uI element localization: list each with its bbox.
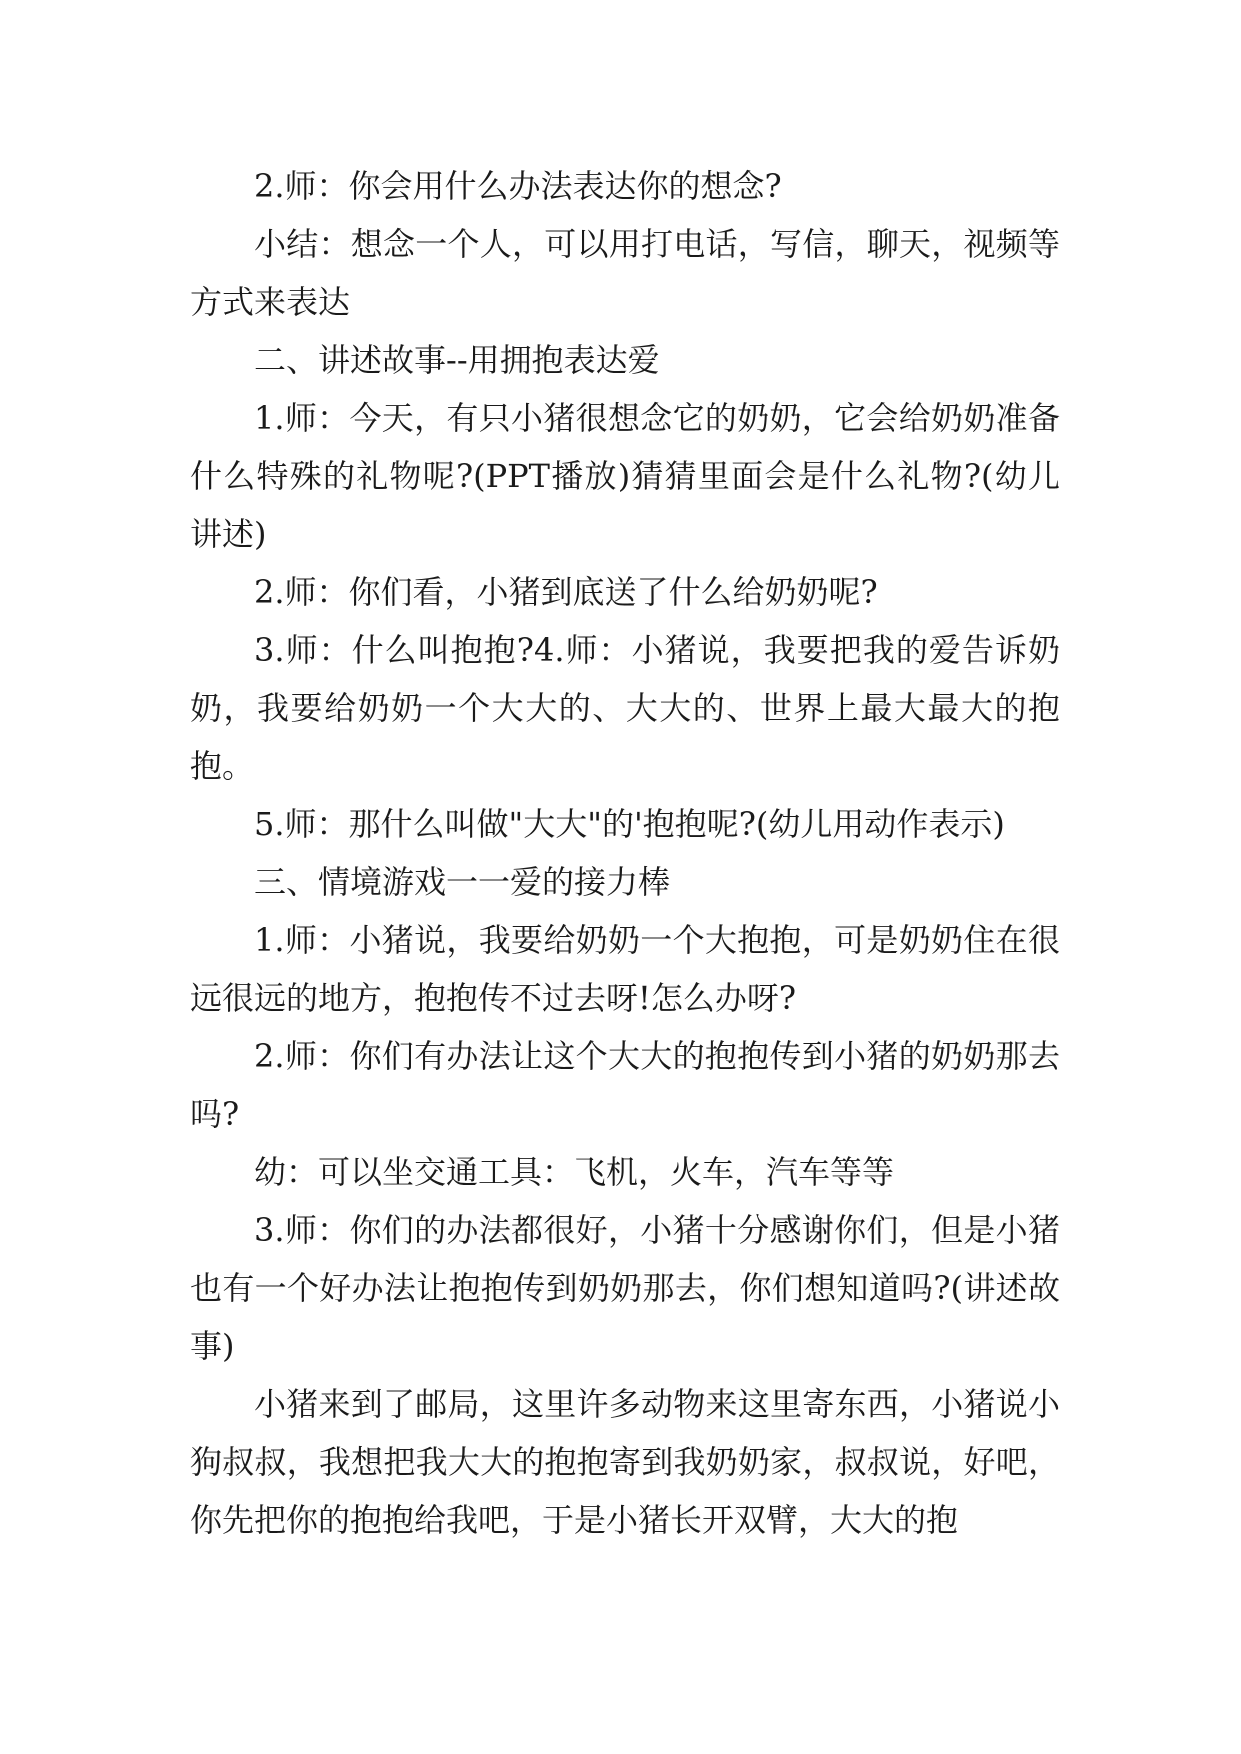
paragraph-story-5: 5.师：那什么叫做"大大"的'抱抱呢?(幼儿用动作表示) [254, 805, 1005, 843]
paragraph-story-2: 2.师：你们看，小猪到底送了什么给奶奶呢? [254, 573, 878, 611]
paragraph-summary: 小结：想念一个人，可以用打电话，写信，聊天，视频等方式来表达 [190, 225, 1060, 321]
paragraph-story-1: 1.师：今天，有只小猪很想念它的奶奶，它会给奶奶准备什么特殊的礼物呢?(PPT播放)猜猜里面会是什么礼物?(幼儿讲述) [190, 399, 1060, 553]
paragraph-story-narrative: 小猪来到了邮局，这里许多动物来这里寄东西，小猪说小狗叔叔，我想把我大大的抱抱寄到我奶奶家，叔叔说，好吧，你先把你的抱抱给我吧，于是小猪长开双臂，大大的抱 [190, 1385, 1060, 1539]
paragraph-story-3-4: 3.师：什么叫抱抱?4.师：小猪说，我要把我的爱告诉奶奶，我要给奶奶一个大大的、大大的、世界上最大最大的抱抱。 [190, 631, 1060, 785]
section-heading-story: 二、讲述故事--用拥抱表达爱 [254, 341, 660, 379]
paragraph-question-2: 2.师：你会用什么办法表达你的想念? [254, 167, 782, 205]
paragraph-child-answer: 幼：可以坐交通工具：飞机，火车，汽车等等 [254, 1153, 895, 1191]
paragraph-game-2: 2.师：你们有办法让这个大大的抱抱传到小猪的奶奶那去吗? [190, 1037, 1060, 1133]
paragraph-game-1: 1.师：小猪说，我要给奶奶一个大抱抱，可是奶奶住在很远很远的地方，抱抱传不过去呀!怎么办呀? [190, 921, 1060, 1017]
section-heading-game: 三、情境游戏一一爱的接力棒 [254, 863, 671, 901]
paragraph-game-3: 3.师：你们的办法都很好，小猪十分感谢你们，但是小猪也有一个好办法让抱抱传到奶奶那去，你们想知道吗?(讲述故事) [190, 1211, 1060, 1365]
document-body [190, 157, 1060, 1549]
